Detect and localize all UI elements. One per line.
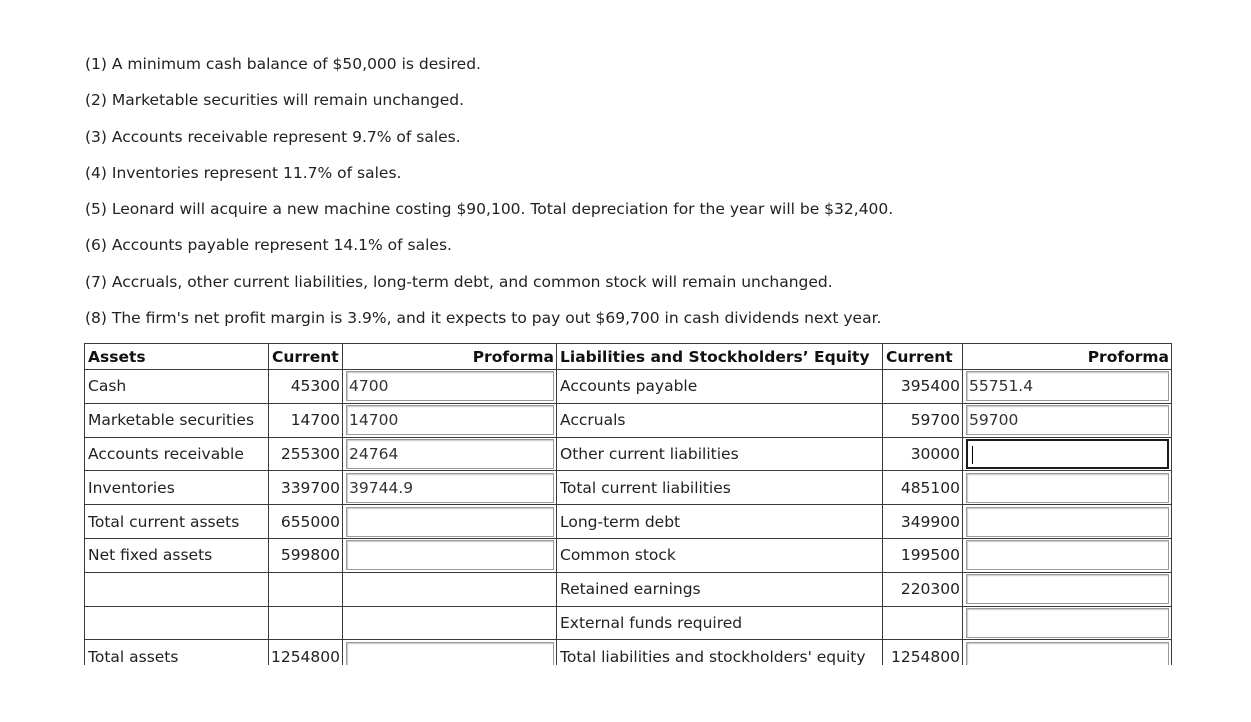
liab-current: 199500 (883, 538, 963, 572)
liab-label: External funds required (557, 606, 883, 640)
asset-proforma-input[interactable]: 14700 (346, 405, 554, 435)
liab-current: 395400 (883, 370, 963, 404)
liab-proforma-input[interactable]: 59700 (966, 405, 1169, 435)
header-liabilities: Liabilities and Stockholders’ Equity (557, 344, 883, 370)
liab-proforma-input[interactable] (966, 507, 1169, 537)
text-caret (972, 446, 973, 464)
table-row (85, 572, 1172, 606)
liab-current: 220300 (883, 572, 963, 606)
liab-proforma-input[interactable] (966, 540, 1169, 570)
header-current-liab: Current (883, 344, 963, 370)
asset-proforma-input[interactable] (346, 642, 554, 665)
note-8: (8) The firm's net profit margin is 3.9%, and it expects to pay out $69,700 in cash dividends next year. (85, 309, 882, 328)
asset-proforma-input[interactable] (346, 540, 554, 570)
note-2: (2) Marketable securities will remain unchanged. (85, 91, 465, 110)
asset-current: 339700 (269, 471, 343, 505)
asset-label: Marketable securities (85, 403, 269, 437)
asset-label: Cash (85, 370, 269, 404)
liab-proforma-input[interactable] (966, 574, 1169, 604)
problem-notes (85, 51, 1185, 341)
asset-label-empty (85, 572, 269, 606)
liab-proforma-input[interactable] (966, 642, 1169, 665)
asset-current: 655000 (269, 505, 343, 539)
note-5: (5) Leonard will acquire a new machine costing $90,100. Total depreciation for the year will be $32,400. (85, 200, 894, 219)
table-row (85, 505, 1172, 539)
asset-current-empty (269, 572, 343, 606)
liab-label: Accounts payable (557, 370, 883, 404)
note-3: (3) Accounts receivable represent 9.7% of sales. (85, 127, 461, 146)
balance-sheet-table (84, 343, 1172, 665)
liab-label: Total current liabilities (557, 471, 883, 505)
table-row (85, 403, 1172, 437)
asset-current: 599800 (269, 538, 343, 572)
header-current: Current (269, 344, 343, 370)
asset-current: 14700 (269, 403, 343, 437)
asset-proforma-empty (343, 572, 557, 606)
asset-proforma-input[interactable] (346, 507, 554, 537)
liab-label: Total liabilities and stockholders' equity (557, 640, 883, 665)
asset-label-empty (85, 606, 269, 640)
asset-label: Total current assets (85, 505, 269, 539)
liab-label: Common stock (557, 538, 883, 572)
asset-proforma-input[interactable]: 4700 (346, 371, 554, 401)
asset-proforma-input[interactable]: 24764 (346, 439, 554, 469)
liab-label: Long-term debt (557, 505, 883, 539)
liab-proforma-input[interactable]: 55751.4 (966, 371, 1169, 401)
table-row (85, 437, 1172, 471)
liab-proforma-input-focused[interactable] (966, 439, 1169, 469)
asset-current-empty (269, 606, 343, 640)
table-row (85, 538, 1172, 572)
liab-current: 485100 (883, 471, 963, 505)
asset-current: 1254800 (269, 640, 343, 665)
header-assets: Assets (85, 344, 269, 370)
header-proforma: Proforma (343, 344, 557, 370)
table-row (85, 471, 1172, 505)
asset-proforma-input[interactable]: 39744.9 (346, 473, 554, 503)
asset-current: 255300 (269, 437, 343, 471)
note-4: (4) Inventories represent 11.7% of sales. (85, 163, 402, 182)
note-7: (7) Accruals, other current liabilities, long-term debt, and common stock will remain unchanged. (85, 272, 833, 291)
asset-label: Accounts receivable (85, 437, 269, 471)
note-1: (1) A minimum cash balance of $50,000 is desired. (85, 55, 481, 73)
note-6: (6) Accounts payable represent 14.1% of sales. (85, 236, 452, 255)
liab-label: Retained earnings (557, 572, 883, 606)
header-proforma-liab: Proforma (963, 344, 1172, 370)
asset-label: Total assets (85, 640, 269, 665)
liab-proforma-input[interactable] (966, 608, 1169, 638)
liab-current: 349900 (883, 505, 963, 539)
asset-label: Inventories (85, 471, 269, 505)
table-row (85, 606, 1172, 640)
table-row (85, 370, 1172, 404)
table-row (85, 640, 1172, 665)
liab-current: 1254800 (883, 640, 963, 665)
liab-current-empty (883, 606, 963, 640)
liab-proforma-input[interactable] (966, 473, 1169, 503)
liab-current: 30000 (883, 437, 963, 471)
liab-label: Other current liabilities (557, 437, 883, 471)
asset-current: 45300 (269, 370, 343, 404)
liab-label: Accruals (557, 403, 883, 437)
asset-label: Net fixed assets (85, 538, 269, 572)
liab-current: 59700 (883, 403, 963, 437)
asset-proforma-empty (343, 606, 557, 640)
balance-sheet (84, 343, 1174, 665)
